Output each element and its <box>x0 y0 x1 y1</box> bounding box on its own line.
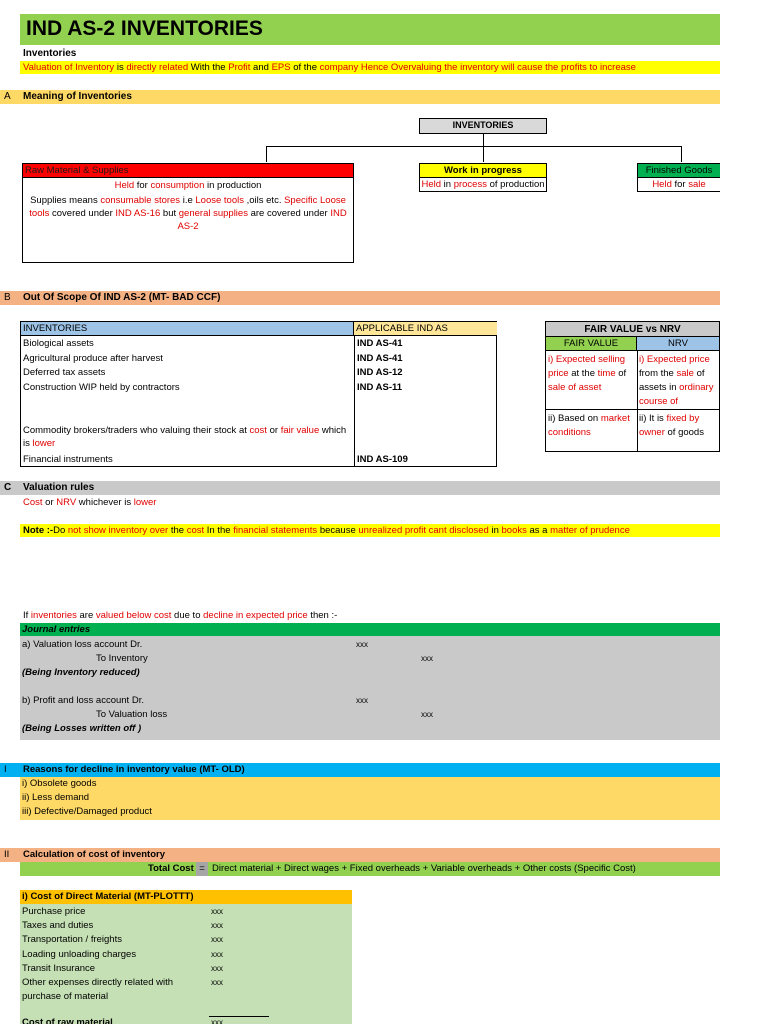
text-segment: at the <box>568 368 598 379</box>
text-segment: lower <box>32 438 56 449</box>
section-c-title: Valuation rules <box>23 482 95 493</box>
text-segment: the <box>168 525 187 536</box>
text-segment: EPS <box>271 62 291 73</box>
text-segment: books <box>501 525 527 536</box>
text-segment: cost <box>186 525 205 536</box>
text-segment: Held <box>652 179 672 190</box>
text-segment: from the <box>639 368 677 379</box>
text-segment: directly related <box>126 62 189 73</box>
text-segment: because <box>317 525 359 536</box>
section-i-title: Reasons for decline in inventory value (MT- OLD) <box>23 764 245 775</box>
scope-fin-std: IND AS-109 <box>357 454 408 465</box>
text-segment: i) Expected price <box>639 354 710 365</box>
text-segment: ordinary course of <box>639 382 714 407</box>
text-segment: of the <box>290 62 320 73</box>
scope-divider <box>354 336 355 467</box>
text-segment: matter of prudence <box>550 525 630 536</box>
text-segment: of <box>615 368 627 379</box>
journal-b-narration: (Being Losses written off ) <box>22 723 142 734</box>
scope-row-std: IND AS-12 <box>357 367 403 378</box>
text-segment: If <box>23 610 31 621</box>
text-segment: Commodity brokers/traders who valuing their stock at <box>23 425 250 436</box>
text-segment: as a <box>526 525 551 536</box>
journal-a-to: To Inventory <box>96 653 148 664</box>
section-ii-bar <box>0 848 720 862</box>
scope-commodity <box>23 424 353 450</box>
tree-root: INVENTORIES <box>419 118 547 134</box>
text-segment: ii) Based on <box>548 413 601 424</box>
text-segment: lower <box>133 497 157 508</box>
text-segment: Held <box>421 179 441 190</box>
section-b-bar <box>0 291 720 305</box>
fv-row1 <box>548 353 636 395</box>
journal-head: Journal entries <box>20 623 720 636</box>
text-segment: Valuation of Inventory <box>23 62 115 73</box>
text-segment: for <box>671 179 689 190</box>
tree-connector <box>266 146 267 162</box>
text-segment: due to <box>171 610 204 621</box>
finished-goods-box <box>637 163 720 192</box>
journal-a-dr-amt: xxx <box>356 640 368 649</box>
section-b-label: B <box>4 292 11 303</box>
scope-col2-head: APPLICABLE IND AS <box>354 322 497 336</box>
text-segment: process <box>453 179 487 190</box>
tree-connector <box>681 146 682 162</box>
scope-row-std: IND AS-11 <box>357 381 403 393</box>
text-segment: not show inventory over <box>67 525 169 536</box>
text-segment: ,oils etc. <box>243 195 285 206</box>
nrv-row1 <box>639 353 719 408</box>
journal-b-dr: b) Profit and loss account Dr. <box>22 695 144 706</box>
dm-row-amt: xxx <box>211 935 223 945</box>
journal-a-dr: a) Valuation loss account Dr. <box>22 639 143 650</box>
total-cost-bar <box>20 862 720 876</box>
text-segment: IND AS-2 <box>177 208 347 232</box>
text-segment: i.e <box>180 195 196 206</box>
section-i-label: I <box>4 764 7 775</box>
intro-line <box>20 61 720 74</box>
scope-col1-head: INVENTORIES <box>21 322 354 336</box>
text-segment: ii) It is <box>639 413 667 424</box>
text-segment: IND AS-16 <box>115 208 161 219</box>
dm-total-line <box>209 1016 269 1017</box>
text-segment: of goods <box>664 427 704 438</box>
section-ii-title: Calculation of cost of inventory <box>23 849 165 860</box>
text-segment: With the <box>188 62 229 73</box>
scope-row-std: IND AS-41 <box>357 338 403 349</box>
finished-goods-head: Finished Goods <box>638 164 720 178</box>
fv-nrv-divider <box>637 351 638 452</box>
section-ii-label: II <box>4 849 10 860</box>
journal-b-cr-amt: xxx <box>421 710 433 719</box>
scope-fin-name: Financial instruments <box>23 454 113 465</box>
text-segment: Note :- <box>23 525 54 536</box>
raw-material-line2 <box>23 191 353 233</box>
scope-row-std: IND AS-41 <box>357 352 403 364</box>
intro-heading: Inventories <box>23 48 77 59</box>
text-segment: then :- <box>307 610 338 621</box>
fv-nrv-table <box>545 321 720 452</box>
text-segment: sale <box>688 179 706 190</box>
dm-row-label: Taxes and duties <box>22 920 94 932</box>
fv-row2 <box>548 412 636 440</box>
reasons-box <box>20 777 720 820</box>
reason-item: i) Obsolete goods <box>22 778 97 789</box>
valuation-rule <box>23 497 156 508</box>
dm-row-label: Transportation / freights <box>22 934 122 946</box>
if-line <box>23 610 337 621</box>
text-segment: or <box>42 497 57 508</box>
scope-row-name: Biological assets <box>23 338 94 349</box>
text-segment: Supplies means <box>30 195 101 206</box>
text-segment: but <box>160 208 179 219</box>
text-segment: decline in expected price <box>203 610 308 621</box>
finished-goods-line1 <box>638 178 720 190</box>
total-cost-formula: Direct material + Direct wages + Fixed overheads + Variable overheads + Other costs (Specific Cost) <box>212 863 636 874</box>
total-cost-eq: = <box>196 862 208 876</box>
text-segment: valued below cost <box>95 610 172 621</box>
wip-head: Work in progress <box>420 164 546 178</box>
text-segment: of assets in <box>639 368 705 393</box>
scope-table <box>20 321 497 467</box>
text-segment: or <box>266 425 281 436</box>
text-segment: consumption <box>150 180 205 191</box>
text-segment: covered under <box>49 208 116 219</box>
dm-row-amt: xxx <box>211 963 223 973</box>
text-segment: unrealized profit cant disclosed <box>358 525 489 536</box>
fv-nrv-title: FAIR VALUE vs NRV <box>546 322 719 337</box>
raw-material-line1 <box>23 178 353 191</box>
dm-head: i) Cost of Direct Material (MT-PLOTTT) <box>20 890 352 904</box>
dm-row-label: Loading unloading charges <box>22 948 137 960</box>
journal-a-cr-amt: xxx <box>421 654 433 663</box>
wip-box <box>419 163 547 192</box>
text-segment: and <box>250 62 272 73</box>
text-segment: sale of asset <box>548 382 602 393</box>
total-cost-label: Total Cost <box>148 863 194 874</box>
tree-connector <box>483 134 484 146</box>
scope-row-name: Construction WIP held by contractors <box>23 381 180 393</box>
scope-row-name: Agricultural produce after harvest <box>23 352 163 364</box>
text-segment: fixed by owner <box>639 413 700 438</box>
text-segment: financial statements <box>233 525 318 536</box>
page-title: IND AS-2 INVENTORIES <box>26 17 263 40</box>
text-segment: in production <box>204 180 262 191</box>
fv-nrv-row-divider <box>546 409 719 410</box>
section-a-label: A <box>4 91 11 102</box>
dm-row-amt: xxx <box>211 949 223 959</box>
text-segment: cost <box>249 425 267 436</box>
text-segment: market conditions <box>548 413 630 438</box>
scope-row-name: Deferred tax assets <box>23 367 106 378</box>
text-segment: consumable stores <box>100 195 181 206</box>
section-a-title: Meaning of Inventories <box>23 91 132 102</box>
text-segment: for <box>134 180 151 191</box>
text-segment: are covered under <box>247 208 331 219</box>
text-segment: Specific Loose tools <box>29 195 346 219</box>
note-line <box>20 524 720 537</box>
text-segment: is <box>114 62 127 73</box>
dm-body <box>20 904 352 1024</box>
raw-material-box <box>22 163 354 263</box>
text-segment: in <box>441 179 454 190</box>
dm-row-label: Purchase price <box>22 906 86 917</box>
journal-body <box>20 636 720 740</box>
text-segment: are <box>76 610 96 621</box>
text-segment: NRV <box>56 497 77 508</box>
nrv-head: NRV <box>637 337 719 351</box>
journal-b-dr-amt: xxx <box>356 696 368 705</box>
nrv-row2 <box>639 412 719 440</box>
raw-material-head: Raw Material & Supplies <box>23 164 353 178</box>
section-c-bar <box>0 481 720 495</box>
journal-a-narration: (Being Inventory reduced) <box>22 667 140 678</box>
dm-row-label: Transit Insurance <box>22 962 96 974</box>
fv-head: FAIR VALUE <box>546 337 637 351</box>
section-i-bar <box>0 763 720 777</box>
tree-connector <box>483 146 484 162</box>
text-segment: general supplies <box>178 208 248 219</box>
text-segment: Do <box>53 525 68 536</box>
text-segment: time <box>597 368 616 379</box>
dm-total-amt: xxx <box>211 1018 223 1024</box>
intro-text <box>23 62 636 73</box>
section-c-label: C <box>4 482 12 493</box>
text-segment: fair value <box>280 425 320 436</box>
text-segment: In the <box>204 525 234 536</box>
text-segment: company Hence Overvaluing the inventory will cause the profits to increase <box>319 62 636 73</box>
dm-row-amt: xxx <box>211 978 223 987</box>
text-segment: Held <box>114 180 135 191</box>
dm-row-label: Other expenses directly related with purchase of material <box>22 977 174 1002</box>
text-segment: inventories <box>30 610 77 621</box>
text-segment: Loose tools <box>195 195 244 206</box>
dm-row-amt: xxx <box>211 921 223 931</box>
reason-item: iii) Defective/Damaged product <box>22 806 152 817</box>
text-segment: of production <box>486 179 545 190</box>
text-segment: in <box>488 525 502 536</box>
text-segment: Cost <box>23 497 43 508</box>
section-b-title: Out Of Scope Of IND AS-2 (MT- BAD CCF) <box>23 292 221 303</box>
text-segment: whichever is <box>76 497 134 508</box>
journal-b-to: To Valuation loss <box>96 709 168 720</box>
dm-total-label: Cost of raw material <box>22 1017 113 1024</box>
reason-item: ii) Less demand <box>22 792 90 803</box>
tree-connector <box>266 146 682 147</box>
section-a-bar <box>0 90 720 104</box>
text-segment: sale <box>676 368 694 379</box>
text-segment: which is <box>23 425 347 449</box>
text-segment: Profit <box>228 62 251 73</box>
dm-row-amt: xxx <box>211 907 223 916</box>
wip-line1 <box>420 178 546 190</box>
text-segment: i) Expected selling price <box>548 354 626 379</box>
title-bar <box>20 14 720 45</box>
